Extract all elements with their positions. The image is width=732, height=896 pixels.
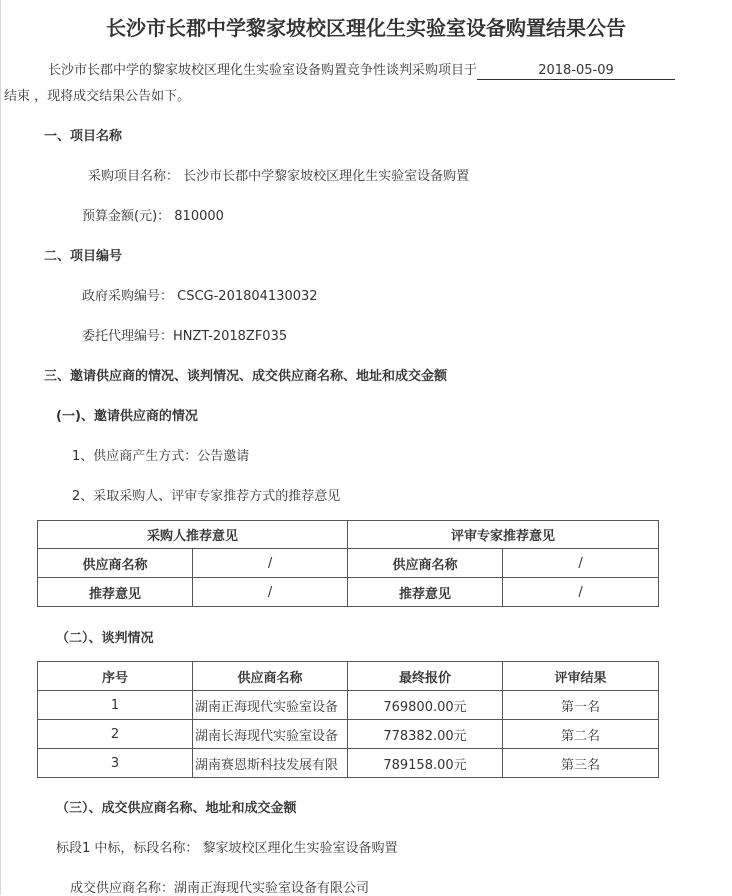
row-supplier: 湖南赛恩斯科技发展有限 [193, 749, 348, 778]
table-row [38, 691, 659, 720]
recommend-header-row [38, 521, 659, 549]
intro-date: 2018-05-09 [477, 63, 675, 80]
row-label: 推荐意见 [348, 578, 503, 607]
winner-line: 成交供应商名称：湖南正海现代实验室设备有限公司 [70, 881, 370, 896]
intro-suffix: 结束 ，现将成交结果公告如下。 [4, 89, 191, 104]
table-row [38, 749, 659, 778]
row-supplier: 湖南正海现代实验室设备 [193, 691, 348, 720]
section-1-heading: 一、项目名称 [44, 129, 123, 144]
section-3-2-heading: （二）、谈判情况 [56, 631, 154, 646]
row-label: 供应商名称 [348, 549, 503, 578]
section-2-heading: 二、项目编号 [44, 249, 123, 264]
supplier-method: 1、供应商产生方式：公告邀请 [72, 449, 250, 464]
col-header-supplier: 供应商名称 [193, 662, 348, 691]
expert-opinion-header: 评审专家推荐意见 [348, 521, 659, 549]
page-title: 长沙市长郡中学黎家坡校区理化生实验室设备购置结果公告 [106, 16, 626, 40]
row-result: 第二名 [503, 720, 659, 749]
negotiation-header-row [38, 662, 659, 691]
row-label: 推荐意见 [38, 578, 193, 607]
row-price: 778382.00元 [348, 720, 503, 749]
budget-amount: 预算金额(元)： 810000 [82, 209, 224, 224]
table-row [38, 549, 659, 578]
agent-code: 委托代理编号：HNZT-2018ZF035 [82, 329, 288, 344]
project-name: 采购项目名称： 长沙市长郡中学黎家坡校区理化生实验室设备购置 [88, 169, 470, 184]
buyer-value: / [193, 549, 348, 578]
section-3-heading: 三、邀请供应商的情况、谈判情况、成交供应商名称、地址和成交金额 [44, 369, 448, 384]
row-price: 789158.00元 [348, 749, 503, 778]
col-header-price: 最终报价 [348, 662, 503, 691]
table-row [38, 578, 659, 607]
row-result: 第一名 [503, 691, 659, 720]
recommend-table [37, 520, 659, 607]
col-header-result: 评审结果 [503, 662, 659, 691]
expert-value: / [503, 549, 659, 578]
expert-value: / [503, 578, 659, 607]
left-border-rule [0, 0, 1, 895]
section-3-3-heading: （三）、成交供应商名称、地址和成交金额 [56, 801, 297, 816]
buyer-value: / [193, 578, 348, 607]
intro-line [48, 59, 675, 80]
gov-procurement-code: 政府采购编号： CSCG-201804130032 [82, 289, 318, 304]
col-header-index: 序号 [38, 662, 193, 691]
intro-prefix: 长沙市长郡中学的黎家坡校区理化生实验室设备购置竞争性谈判采购项目于 [48, 63, 478, 78]
lot-line: 标段1 中标，标段名称： 黎家坡校区理化生实验室设备购置 [56, 841, 398, 856]
negotiation-table [37, 661, 659, 778]
table-row [38, 720, 659, 749]
row-supplier: 湖南长海现代实验室设备 [193, 720, 348, 749]
row-index: 1 [38, 691, 193, 720]
section-3-1-heading: (一)、邀请供应商的情况 [56, 409, 198, 424]
row-label: 供应商名称 [38, 549, 193, 578]
row-result: 第三名 [503, 749, 659, 778]
recommend-heading: 2、采取采购人、评审专家推荐方式的推荐意见 [72, 489, 341, 504]
buyer-opinion-header: 采购人推荐意见 [38, 521, 348, 549]
row-index: 2 [38, 720, 193, 749]
row-price: 769800.00元 [348, 691, 503, 720]
row-index: 3 [38, 749, 193, 778]
